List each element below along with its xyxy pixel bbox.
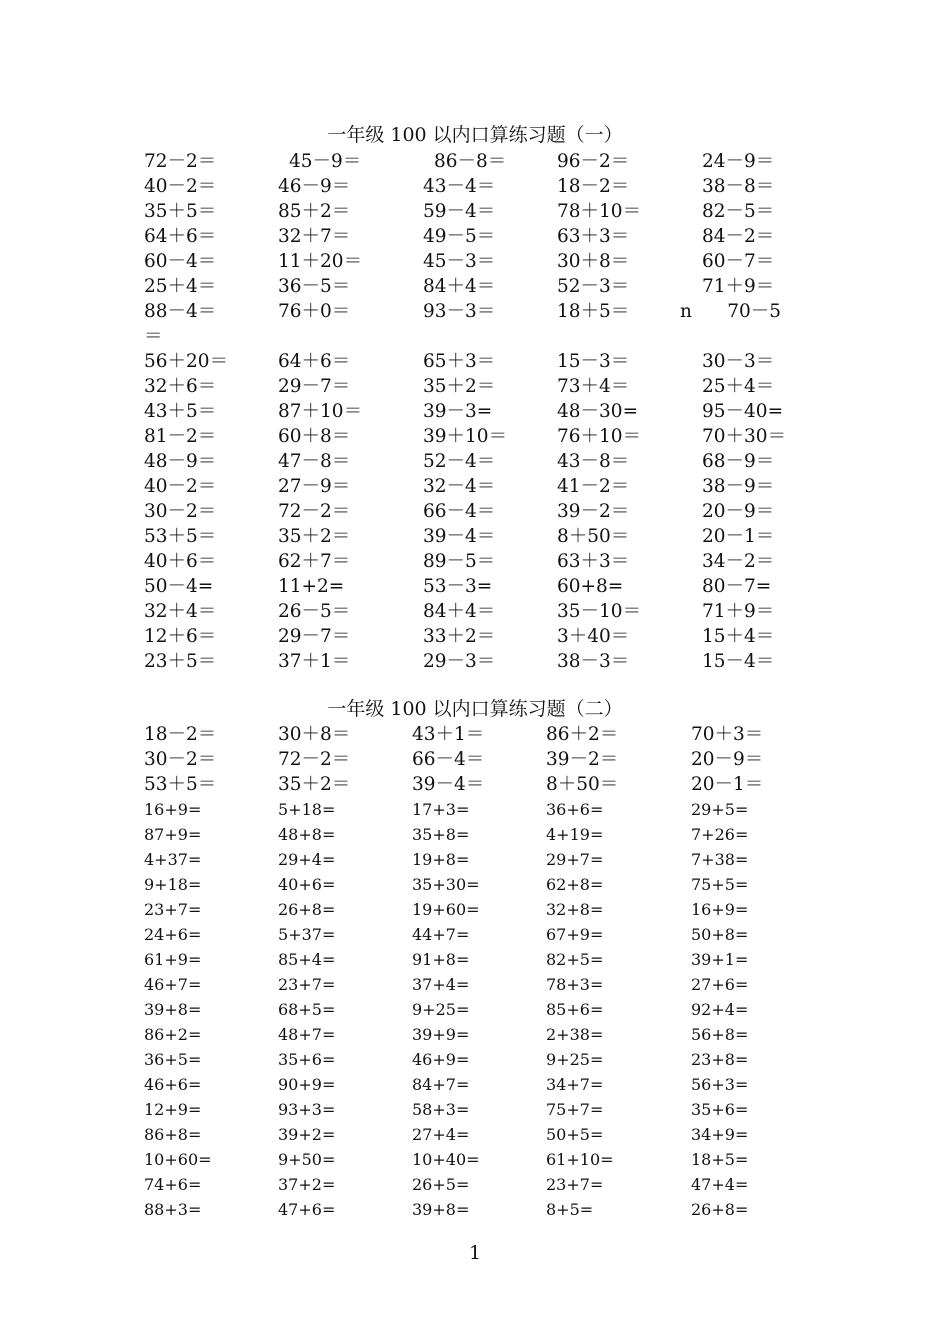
math-problem: 9+25= [412, 1000, 470, 1019]
math-problem: 29+5= [691, 800, 749, 819]
math-problem: 62+8= [546, 875, 604, 894]
math-problem: 60－7＝ [702, 251, 775, 272]
math-problem: 40＋6＝ [144, 551, 217, 572]
math-problem: 23+7= [144, 900, 202, 919]
math-problem: 87+9= [144, 825, 202, 844]
math-problem: 47－8＝ [278, 451, 351, 472]
problem-row [144, 847, 844, 872]
math-problem: 90+9= [278, 1075, 336, 1094]
math-problem: 85+4= [278, 950, 336, 969]
math-problem: 58+3= [412, 1100, 470, 1119]
math-problem: 39＋10＝ [423, 426, 508, 447]
section-1-problem-grid [144, 149, 844, 674]
math-problem: 52－3＝ [557, 276, 630, 297]
math-problem: 60－4＝ [144, 251, 217, 272]
math-problem: 88－4＝ [144, 301, 217, 322]
math-problem: 9+50= [278, 1150, 336, 1169]
problem-row [144, 1047, 844, 1072]
math-problem: 53＋5＝ [144, 526, 217, 547]
math-problem: 82+5= [546, 950, 604, 969]
math-problem: 35＋5＝ [144, 201, 217, 222]
problem-row [144, 1097, 844, 1122]
problem-row [144, 349, 844, 374]
math-problem: 61+9= [144, 950, 202, 969]
math-problem: 11＋20＝ [278, 251, 363, 272]
math-problem: 39－2＝ [557, 501, 630, 522]
math-problem: 80－7= [702, 576, 772, 597]
math-problem: 16+9= [691, 900, 749, 919]
problem-row [144, 722, 844, 747]
math-problem: 26+5= [412, 1175, 470, 1194]
math-problem: 60＋8＝ [278, 426, 351, 447]
math-problem: 86＋2＝ [546, 724, 619, 745]
problem-row [144, 299, 844, 324]
math-problem: 56+3= [691, 1075, 749, 1094]
math-problem: 8+5= [546, 1200, 594, 1219]
math-problem: 12＋6＝ [144, 626, 217, 647]
math-problem: 46+9= [412, 1050, 470, 1069]
math-problem: 85+6= [546, 1000, 604, 1019]
math-problem: 29－7＝ [278, 376, 351, 397]
math-problem: 24－9＝ [702, 151, 775, 172]
math-problem: 35+6= [691, 1100, 749, 1119]
math-problem: 32＋7＝ [278, 226, 351, 247]
math-problem: 17+3= [412, 800, 470, 819]
math-problem: 40－2＝ [144, 176, 217, 197]
math-problem: 43＋5＝ [144, 401, 217, 422]
math-problem: 36+5= [144, 1050, 202, 1069]
math-problem: 62＋7＝ [278, 551, 351, 572]
math-problem: 35－10＝ [557, 601, 642, 622]
math-problem: 70＋30＝ [702, 426, 787, 447]
problem-row [144, 922, 844, 947]
math-problem: 37+2= [278, 1175, 336, 1194]
math-problem: 4+37= [144, 850, 202, 869]
math-problem: 15－4＝ [702, 651, 775, 672]
math-problem: 38－9＝ [702, 476, 775, 497]
math-problem: 35+8= [412, 825, 470, 844]
problem-row [144, 474, 844, 499]
math-problem: 40+6= [278, 875, 336, 894]
math-problem: 29－7＝ [278, 626, 351, 647]
problem-row [144, 449, 844, 474]
math-problem: 34+7= [546, 1075, 604, 1094]
problem-row [144, 972, 844, 997]
math-problem: 84－2＝ [702, 226, 775, 247]
problem-row [144, 174, 844, 199]
problem-row [144, 822, 844, 847]
math-problem: 4+19= [546, 825, 604, 844]
math-problem: 37＋1＝ [278, 651, 351, 672]
math-problem: 26+8= [278, 900, 336, 919]
math-problem: 18－2＝ [144, 724, 217, 745]
math-problem: 81－2＝ [144, 426, 217, 447]
math-problem: 47+4= [691, 1175, 749, 1194]
math-problem: 50+5= [546, 1125, 604, 1144]
math-problem: 63＋3＝ [557, 226, 630, 247]
problem-row [144, 199, 844, 224]
section-2-title: 一年级 100 以内口算练习题（二） [327, 698, 623, 720]
math-problem: 65＋3＝ [423, 351, 496, 372]
math-problem: 85＋2＝ [278, 201, 351, 222]
math-problem: 25＋4＝ [144, 276, 217, 297]
math-problem: 32＋6＝ [144, 376, 217, 397]
math-problem: 41－2＝ [557, 476, 630, 497]
math-problem: 60+8= [557, 576, 624, 597]
math-problem: 32+8= [546, 900, 604, 919]
math-problem: 53＋5＝ [144, 774, 217, 795]
math-problem: 72－2＝ [144, 151, 217, 172]
problem-row [144, 1147, 844, 1172]
problem-row [144, 149, 844, 174]
math-problem: 45－3＝ [423, 251, 496, 272]
math-problem: 9+18= [144, 875, 202, 894]
math-problem: 75+5= [691, 875, 749, 894]
math-problem: 50+8= [691, 925, 749, 944]
math-problem: 46+6= [144, 1075, 202, 1094]
math-problem: 87＋10＝ [278, 401, 363, 422]
section-2-problem-grid [144, 722, 844, 1222]
math-problem: 92+4= [691, 1000, 749, 1019]
problem-row [144, 249, 844, 274]
math-problem: 5+37= [278, 925, 336, 944]
math-problem: 67+9= [546, 925, 604, 944]
math-problem: 29+7= [546, 850, 604, 869]
math-problem: 30＋8＝ [278, 724, 351, 745]
math-problem: 88+3= [144, 1200, 202, 1219]
math-problem: 18+5= [691, 1150, 749, 1169]
math-problem: 39－4＝ [412, 774, 485, 795]
math-problem: 18＋5＝ [557, 301, 630, 322]
math-problem: 38－3＝ [557, 651, 630, 672]
problem-row [144, 1072, 844, 1097]
math-problem: 66－4＝ [412, 749, 485, 770]
wrapped-equals-sign: ＝ [144, 326, 163, 347]
math-problem: 75+7= [546, 1100, 604, 1119]
math-problem: 46－9＝ [278, 176, 351, 197]
math-problem: 36+6= [546, 800, 604, 819]
math-problem: 35＋2＝ [278, 774, 351, 795]
math-problem: 10+40= [412, 1150, 480, 1169]
problem-row [144, 624, 844, 649]
problem-row [144, 524, 844, 549]
problem-row [144, 947, 844, 972]
math-problem: 18－2＝ [557, 176, 630, 197]
math-problem: 32＋4＝ [144, 601, 217, 622]
math-problem: 7+26= [691, 825, 749, 844]
math-problem: 36－5＝ [278, 276, 351, 297]
problem-row [144, 374, 844, 399]
math-problem: 91+8= [412, 950, 470, 969]
math-problem: 12+9= [144, 1100, 202, 1119]
math-problem: 24+6= [144, 925, 202, 944]
math-problem: 63＋3＝ [557, 551, 630, 572]
math-problem: 8＋50＝ [546, 774, 619, 795]
problem-row [144, 599, 844, 624]
problem-row [144, 574, 844, 599]
math-problem: 78+3= [546, 975, 604, 994]
problem-row [144, 499, 844, 524]
math-problem: 27+6= [691, 975, 749, 994]
math-problem: 84＋4＝ [423, 276, 496, 297]
math-problem: 39－3= [423, 401, 493, 422]
math-problem: 78＋10＝ [557, 201, 642, 222]
math-problem: 3＋40＝ [557, 626, 630, 647]
math-problem: 93－3＝ [423, 301, 496, 322]
math-problem: 93+3= [278, 1100, 336, 1119]
math-problem: 47+6= [278, 1200, 336, 1219]
math-problem: 26+8= [691, 1200, 749, 1219]
math-problem: 23+7= [278, 975, 336, 994]
problem-row [144, 1022, 844, 1047]
math-problem: 43－4＝ [423, 176, 496, 197]
math-problem: 95－40= [702, 401, 784, 422]
problem-row [144, 424, 844, 449]
math-problem: 29+4= [278, 850, 336, 869]
problem-row [144, 747, 844, 772]
math-problem: 72－2＝ [278, 749, 351, 770]
math-problem: n 70－5 [680, 301, 782, 322]
math-problem: 82－5＝ [702, 201, 775, 222]
math-problem: 40－2＝ [144, 476, 217, 497]
problem-row [144, 897, 844, 922]
math-problem: 44+7= [412, 925, 470, 944]
problem-row [144, 649, 844, 674]
math-problem: 8＋50＝ [557, 526, 630, 547]
math-problem: 35＋2＝ [278, 526, 351, 547]
math-problem: 76＋0＝ [278, 301, 351, 322]
math-problem: 38－8＝ [702, 176, 775, 197]
math-problem: 96－2＝ [557, 151, 630, 172]
math-problem: 2+38= [546, 1025, 604, 1044]
math-problem: 20－9＝ [702, 501, 775, 522]
math-problem: 72－2＝ [278, 501, 351, 522]
math-problem: 30－2＝ [144, 749, 217, 770]
math-problem: 27+4= [412, 1125, 470, 1144]
math-problem: 37+4= [412, 975, 470, 994]
math-problem: 39－4＝ [423, 526, 496, 547]
math-problem: 76＋10＝ [557, 426, 642, 447]
math-problem: 23＋5＝ [144, 651, 217, 672]
math-problem: 39+9= [412, 1025, 470, 1044]
math-problem: 32－4＝ [423, 476, 496, 497]
math-problem: 89－5＝ [423, 551, 496, 572]
math-problem: 27－9＝ [278, 476, 351, 497]
problem-row [144, 224, 844, 249]
math-problem: 25＋4＝ [702, 376, 775, 397]
problem-row [144, 772, 844, 797]
math-problem: 20－1＝ [691, 774, 764, 795]
math-problem: 39+2= [278, 1125, 336, 1144]
math-problem: 86+8= [144, 1125, 202, 1144]
math-problem: 9+25= [546, 1050, 604, 1069]
math-problem: 70＋3＝ [691, 724, 764, 745]
problem-row [144, 872, 844, 897]
math-problem: 46+7= [144, 975, 202, 994]
math-problem: 39+8= [144, 1000, 202, 1019]
math-problem: 10+60= [144, 1150, 212, 1169]
math-problem: 23+7= [546, 1175, 604, 1194]
math-problem: 5+18= [278, 800, 336, 819]
math-problem: 7+38= [691, 850, 749, 869]
problem-row [144, 1197, 844, 1222]
math-problem: 34－2＝ [702, 551, 775, 572]
math-problem: 35＋2＝ [423, 376, 496, 397]
math-problem: 53－3= [423, 576, 493, 597]
math-problem: 35+6= [278, 1050, 336, 1069]
math-problem: 48－30= [557, 401, 639, 422]
math-problem: 33＋2＝ [423, 626, 496, 647]
math-problem: 50－4= [144, 576, 214, 597]
math-problem: 64＋6＝ [278, 351, 351, 372]
problem-row [144, 797, 844, 822]
math-problem: 86－8＝ [434, 151, 507, 172]
math-problem: 26－5＝ [278, 601, 351, 622]
math-problem: 56+8= [691, 1025, 749, 1044]
math-problem: 68+5= [278, 1000, 336, 1019]
math-problem: 71＋9＝ [702, 601, 775, 622]
math-problem: 64＋6＝ [144, 226, 217, 247]
math-problem: 86+2= [144, 1025, 202, 1044]
math-problem: 19+8= [412, 850, 470, 869]
math-problem: 49－5＝ [423, 226, 496, 247]
section-1-title: 一年级 100 以内口算练习题（一） [327, 124, 623, 146]
math-problem: 39+1= [691, 950, 749, 969]
math-problem: 84+7= [412, 1075, 470, 1094]
math-problem: 43＋1＝ [412, 724, 485, 745]
math-problem: 71＋9＝ [702, 276, 775, 297]
problem-row [144, 549, 844, 574]
math-problem: 48+7= [278, 1025, 336, 1044]
math-problem: 30－3＝ [702, 351, 775, 372]
math-problem: 73＋4＝ [557, 376, 630, 397]
math-problem: 29－3＝ [423, 651, 496, 672]
math-problem: 20－9＝ [691, 749, 764, 770]
math-problem: 15＋4＝ [702, 626, 775, 647]
math-problem: 15－3＝ [557, 351, 630, 372]
math-problem: 39－2＝ [546, 749, 619, 770]
math-problem: 39+8= [412, 1200, 470, 1219]
problem-row [144, 399, 844, 424]
problem-row [144, 1172, 844, 1197]
math-problem: 11+2= [278, 576, 345, 597]
math-problem: 48－9＝ [144, 451, 217, 472]
math-problem: 23+8= [691, 1050, 749, 1069]
math-problem: 35+30= [412, 875, 480, 894]
math-problem: 84＋4＝ [423, 601, 496, 622]
math-problem: 68－9＝ [702, 451, 775, 472]
math-problem: 61+10= [546, 1150, 614, 1169]
math-problem: 16+9= [144, 800, 202, 819]
problem-row [144, 997, 844, 1022]
math-problem: 59－4＝ [423, 201, 496, 222]
problem-row [144, 274, 844, 299]
math-problem: 45－9＝ [289, 151, 362, 172]
math-problem: 48+8= [278, 825, 336, 844]
math-problem: 66－4＝ [423, 501, 496, 522]
math-problem: 34+9= [691, 1125, 749, 1144]
math-problem: 56＋20＝ [144, 351, 229, 372]
math-problem: 43－8＝ [557, 451, 630, 472]
page-number: 1 [468, 1242, 482, 1264]
problem-row [144, 1122, 844, 1147]
math-problem: 30－2＝ [144, 501, 217, 522]
math-problem: 30＋8＝ [557, 251, 630, 272]
math-problem: 52－4＝ [423, 451, 496, 472]
math-problem: 19+60= [412, 900, 480, 919]
math-problem: 74+6= [144, 1175, 202, 1194]
math-problem: 20－1＝ [702, 526, 775, 547]
